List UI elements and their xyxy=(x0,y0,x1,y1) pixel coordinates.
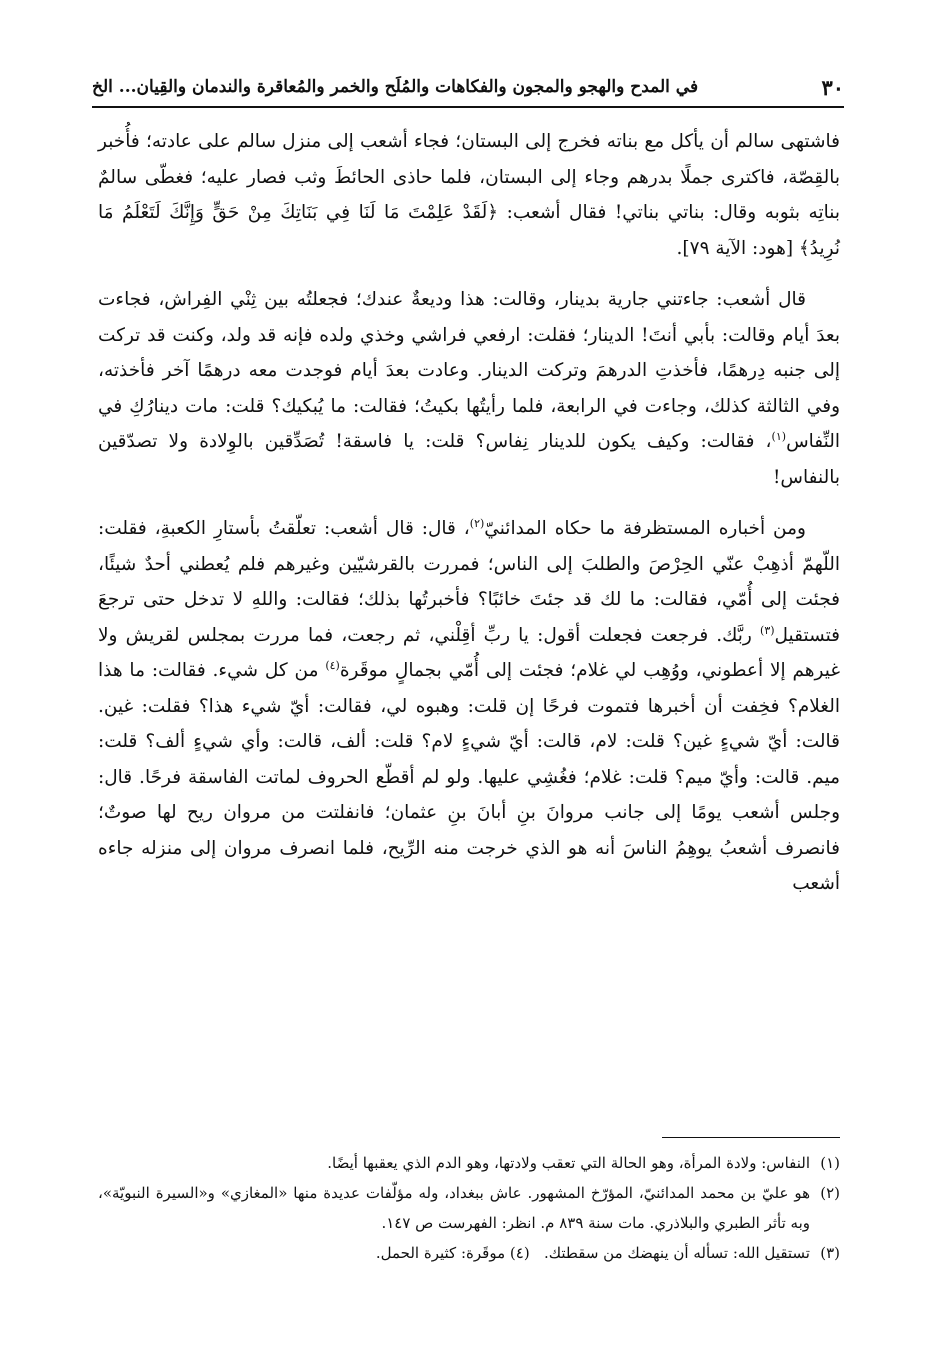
paragraph-text: ، قال: قال أشعب: تعلّقتُ بأستارِ الكعبةِ، فقلت: اللّهمّ أذهِبْ عنّي الحِرْصَ والطلبَ إلى الناس؛ فمررت بالقرشيّين وغيرهم فلم يُعطني أحدٌ شيئًا، فجئت إلى أُمّي، فقالت: ما لك قد جئتَ خائبًا؟ فأخبرتُها بذلك؛ فقالت: واللهِ لا تدخل حتى ترجعَ فتستقيل xyxy=(98,518,840,646)
footnote-1 xyxy=(98,1148,840,1178)
footnote-mark: (٤) xyxy=(509,1244,530,1262)
footnote-ref[interactable]: (١) xyxy=(771,429,787,443)
paragraph-1 xyxy=(98,124,840,266)
footnote-mark: (٢) xyxy=(820,1184,840,1202)
footnote-text: هو عليّ بن محمد المدائنيّ، المؤرّخ المشهور. عاش ببغداد، وله مؤلّفات عديدة منها «المغازي» و«السيرة النبويّة»، وبه تأثر الطبري والبلاذري. مات سنة ٨٣٩ م. انظر: الفهرست ص ١٤٧. xyxy=(98,1184,810,1232)
paragraph-text: ربَّك. فرجعت فجعلت أقول: يا ربِّ أقِلْني، ثم رجعت، فما مررت بمجلس لقريش ولا غيرهم إلا أعطوني، ووُهِب لي غلام؛ فجئت إلى أُمّي بجمالٍ موقَرة xyxy=(98,624,840,681)
footnotes xyxy=(98,1148,840,1268)
header-rule xyxy=(92,106,844,108)
footnote-mark: (٣) xyxy=(820,1244,840,1262)
paragraph-text: قال أشعب: جاءتني جارية بدينار، وقالت: هذا وديعةٌ عندك؛ فجعلتُه بين ثِنْي الفِراش، فجاءت بعدَ أيام وقالت: بأبي أنتَ! الدينار؛ فقلت: ارفعي فراشي وخذي ولده فإنه قد ولد، وكنت قد تركت إلى جنبه دِرهمًا، فأخذتِ الدرهمَ وتركت الدينار. وعادت بعدَ أيام فوجدت معه درهمًا آخر فأخذته، وفي الثالثة كذلك، وجاءت في الرابعة، فلما رأيتُها بكيتُ؛ فقالت: ما يُبكيك؟ قلت: مات دينارُكِ في النِّفاس xyxy=(98,289,840,452)
footnote-mark: (١) xyxy=(820,1154,840,1172)
paragraph-3 xyxy=(98,511,840,902)
paragraph-text: ، فقالت: وكيف يكون للدينار نِفاس؟ قلت: يا فاسقة! تُصَدِّقين بالوِلادة ولا تصدّقين بالنفاس! xyxy=(98,431,840,488)
main-text xyxy=(98,124,840,918)
running-title: في المدح والهجو والمجون والفكاهات والمُلَح والخمر والمُعاقرة والندمان والقِيان... الخ xyxy=(92,77,699,97)
paragraph-text: فاشتهى سالم أن يأكل مع بناته فخرج إلى البستان؛ فجاء أشعب إلى منزل سالم على عادته؛ فأُخبر بالقِصّة، فاكترى جملًا بدرهم وجاء إلى البستان، فلما حاذى الحائطَ وثب فصار عليه؛ فغطّى سالمٌ بناتِه بثوبه وقال: بناتي بناتي! فقال أشعب: ﴿لَقَدْ عَلِمْتَ مَا لَنَا فِي بَنَاتِكَ مِنْ حَقٍّ وَإِنَّكَ لَتَعْلَمُ مَا نُرِيدُ﴾ [هود: الآية ٧٩]. xyxy=(98,131,840,259)
footnote-ref[interactable]: (٤) xyxy=(325,658,340,672)
paragraph-2 xyxy=(98,282,840,495)
paragraph-text: من كل شيء. فقالت: ما هذا الغلام؟ فخِفت أن أخبرها فتموت فرحًا إن قلت: وهبوه لي، فقالت: أيّ شيء هذا؟ فقلت: غين. قالت: أيّ شيءٍ غين؟ قلت: لام، قالت: أيّ شيءٍ لام؟ قلت: ألف، قالت: وأي شيءٍ ألف؟ قلت: ميم. قالت: وأيّ ميم؟ قلت: غلام؛ فغُشِي عليها. ولو لم أقطّع الحروف لماتت الفاسقة فرحًا. قال: وجلس أشعب يومًا إلى جانب مروانَ بنِ أبانَ بنِ عثمان؛ فانفلتت من مروان ريح لها صوتٌ؛ فانصرف أشعبُ يوهِمُ الناسَ أنه هو الذي خرجت منه الرِّيح، فلما انصرف مروان إلى منزله جاءه أشعب xyxy=(98,660,840,894)
page-number: ٣٠ xyxy=(821,74,844,100)
footnote-ref[interactable]: (٣) xyxy=(760,623,775,637)
paragraph-text: ومن أخباره المستظرفة ما حكاه المدائنيّ xyxy=(484,518,806,539)
footnote-text: موقَرة: كثيرة الحمل. xyxy=(375,1244,506,1262)
footnote-text: تستقيل الله: تسأله أن ينهضك من سقطتك. xyxy=(543,1244,810,1262)
footnote-3-4 xyxy=(98,1238,840,1268)
footnote-ref[interactable]: (٢) xyxy=(469,516,485,530)
footnote-2 xyxy=(98,1178,840,1238)
footnote-rule xyxy=(662,1137,840,1138)
page-header xyxy=(92,70,844,104)
footnote-text: النفاس: ولادة المرأة، وهو الحالة التي تعقب ولادتها، وهو الدم الذي يعقبها أيضًا. xyxy=(327,1154,810,1172)
